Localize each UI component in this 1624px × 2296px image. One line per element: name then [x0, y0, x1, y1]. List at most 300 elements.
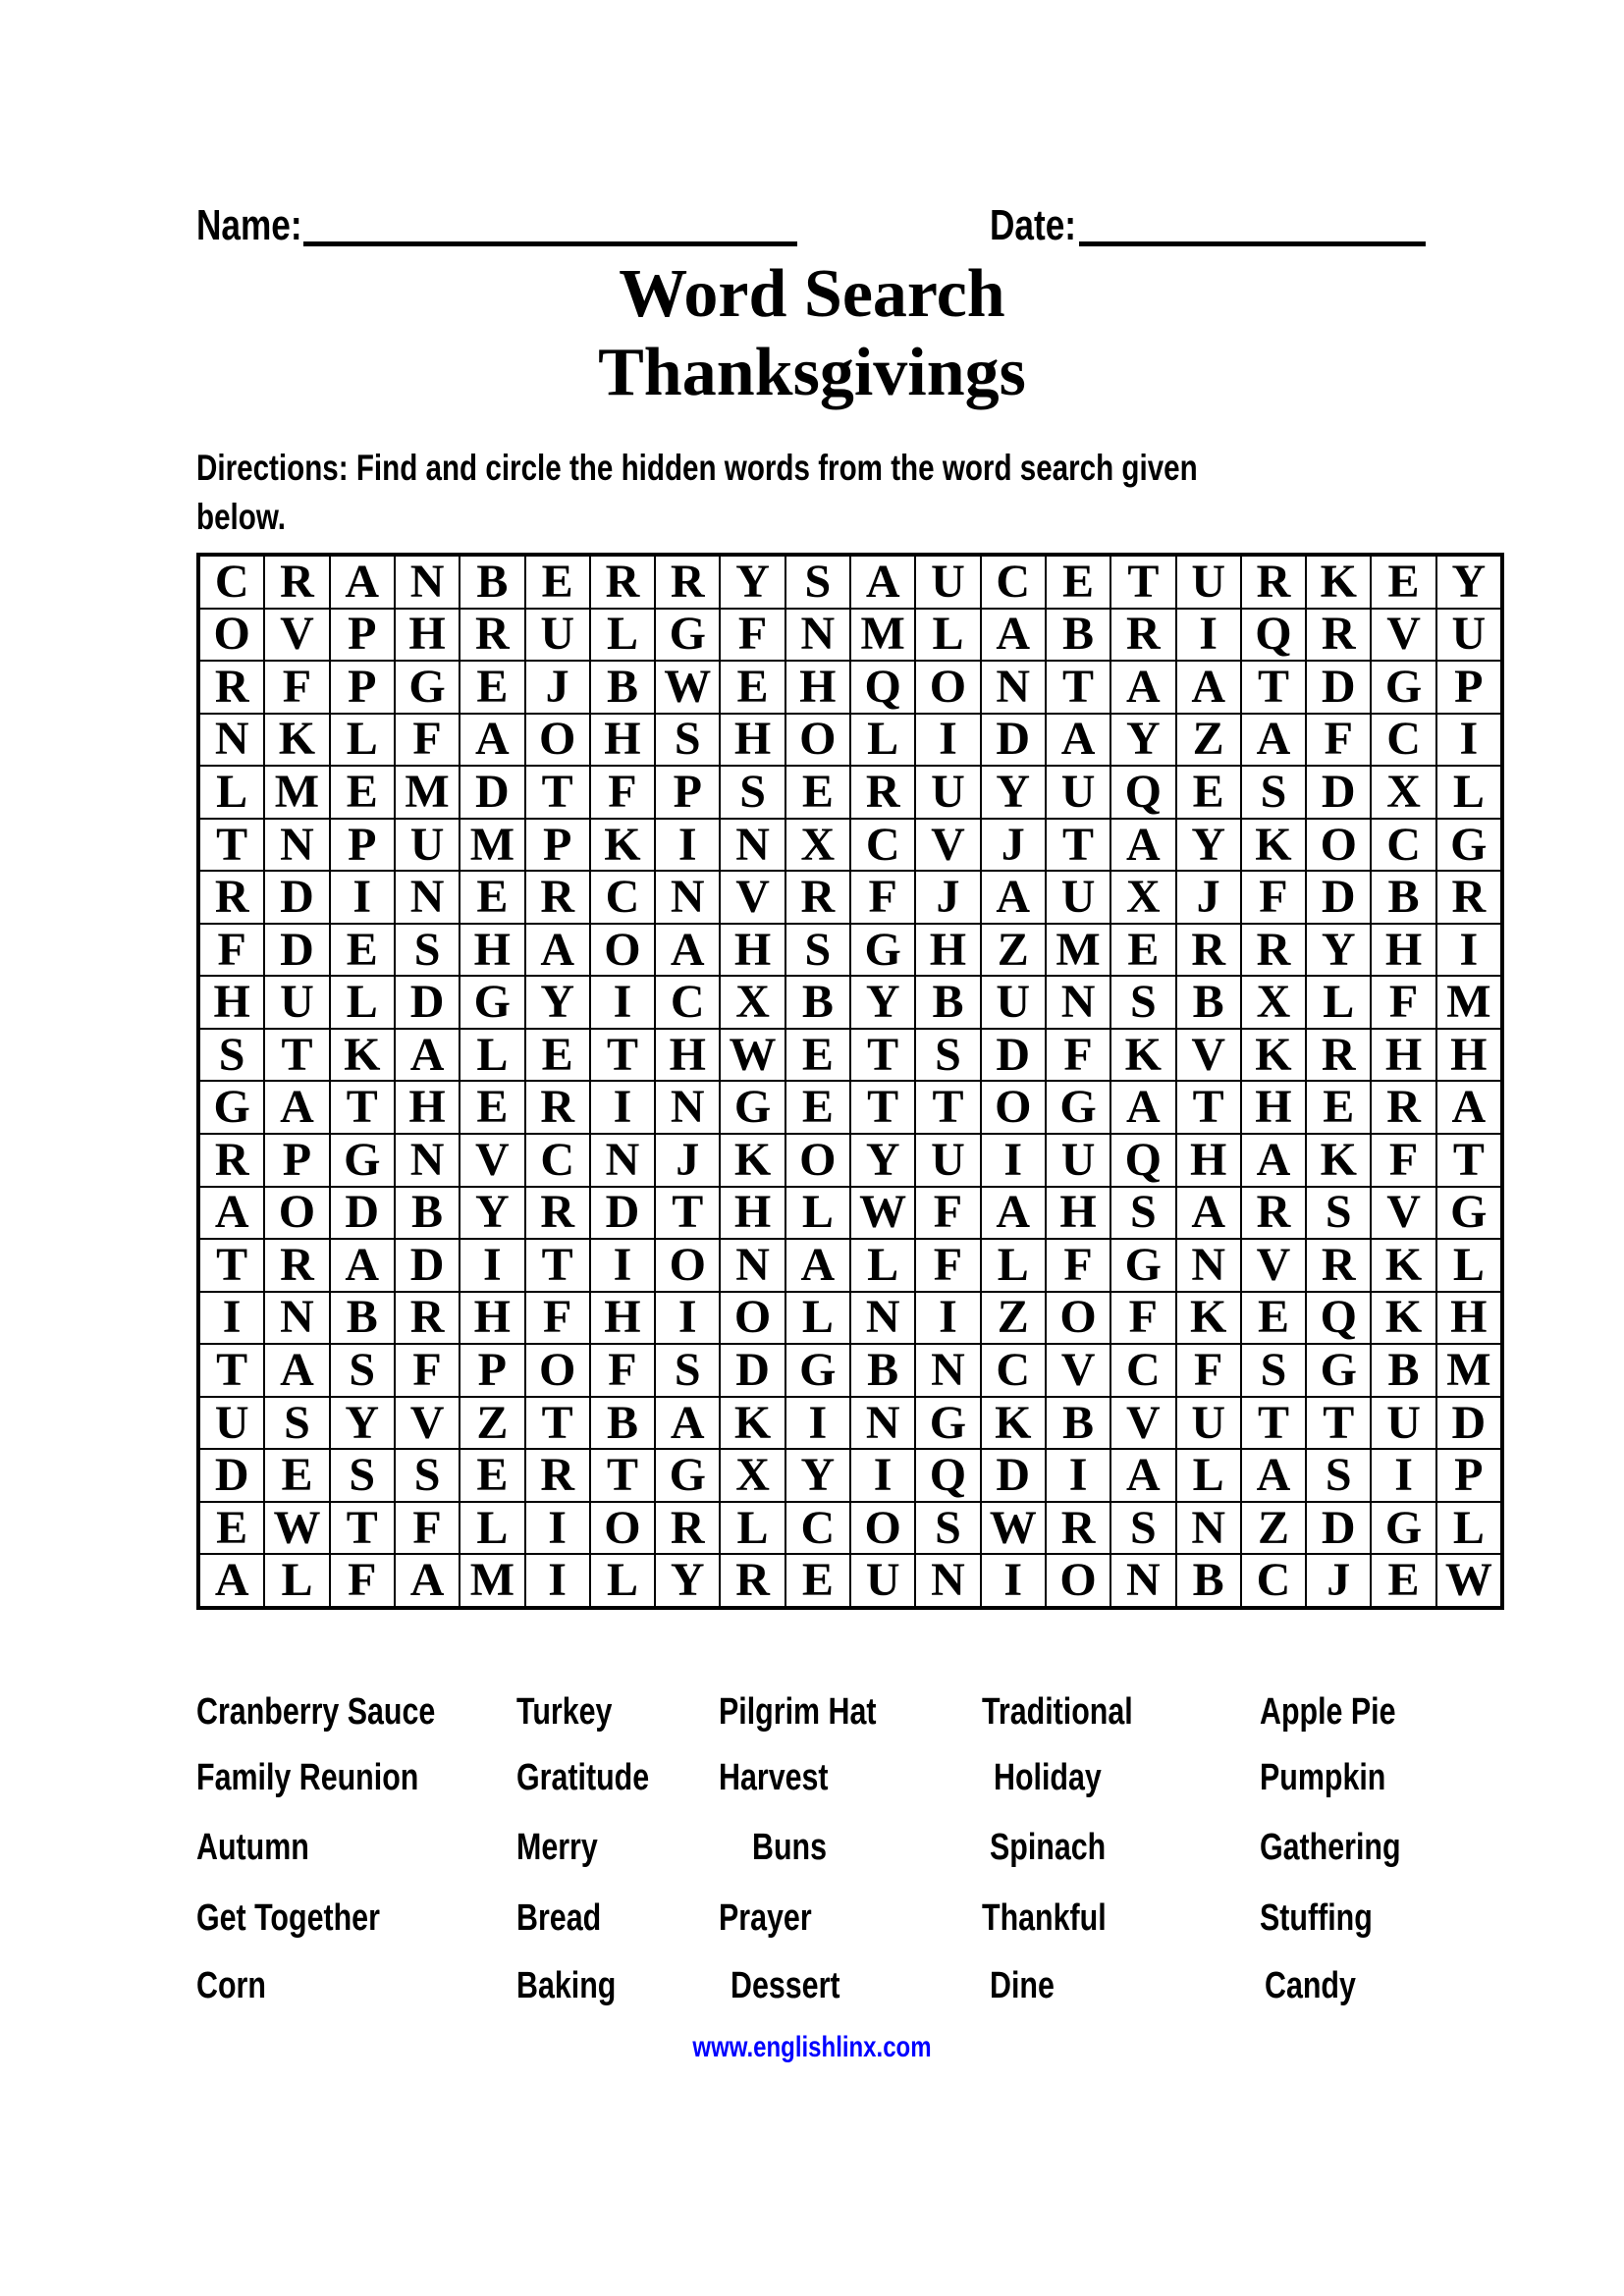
grid-cell: U	[915, 766, 980, 819]
grid-cell: J	[915, 871, 980, 924]
grid-cell: A	[1110, 661, 1175, 714]
word-search-grid	[196, 553, 1504, 1610]
word-list-item	[516, 1690, 636, 1734]
grid-cell: D	[1436, 1397, 1501, 1450]
grid-cell: R	[1046, 1502, 1110, 1555]
grid-cell: G	[199, 1081, 264, 1134]
date-label-text: Date:	[990, 201, 1077, 249]
word-list-item	[516, 1826, 619, 1869]
grid-cell: I	[655, 819, 720, 872]
word-list-item-text: Bread	[516, 1897, 602, 1939]
grid-cell: T	[1436, 1134, 1501, 1187]
grid-cell: E	[785, 1554, 850, 1607]
grid-cell: N	[1046, 976, 1110, 1029]
grid-cell: U	[1046, 1134, 1110, 1187]
grid-cell: X	[1241, 976, 1306, 1029]
grid-cell: A	[395, 1029, 460, 1082]
grid-cell: S	[330, 1449, 395, 1502]
grid-cell: L	[330, 714, 395, 767]
footer	[0, 2030, 1624, 2065]
grid-cell: F	[720, 609, 785, 662]
grid-cell: F	[264, 661, 329, 714]
grid-cell: T	[1176, 1081, 1241, 1134]
grid-cell: O	[1306, 819, 1371, 872]
word-list-item-text: Pumpkin	[1260, 1757, 1386, 1798]
grid-cell: R	[1306, 609, 1371, 662]
grid-cell: O	[199, 609, 264, 662]
grid-cell: S	[1306, 1187, 1371, 1240]
word-list-item	[990, 1964, 1070, 2007]
grid-cell: F	[1371, 1134, 1435, 1187]
grid-cell: D	[264, 924, 329, 977]
grid-cell: Z	[1176, 714, 1241, 767]
grid-cell: N	[655, 871, 720, 924]
grid-cell: F	[1371, 976, 1435, 1029]
grid-cell: P	[655, 766, 720, 819]
grid-cell: S	[1110, 976, 1175, 1029]
grid-cell: Q	[1241, 609, 1306, 662]
grid-cell: Y	[1306, 924, 1371, 977]
word-list-item	[719, 1690, 916, 1734]
grid-cell: A	[1046, 714, 1110, 767]
grid-cell: T	[525, 766, 590, 819]
page-title-line1: Word Search	[619, 256, 1005, 332]
grid-cell: A	[395, 1554, 460, 1607]
word-list-item	[994, 1756, 1128, 1799]
grid-cell: L	[785, 1187, 850, 1240]
grid-cell: G	[1371, 661, 1435, 714]
grid-cell: K	[1306, 556, 1371, 609]
grid-cell: A	[1241, 714, 1306, 767]
word-list-item-text: Baking	[516, 1965, 617, 2006]
grid-cell: N	[264, 1292, 329, 1345]
grid-cell: S	[785, 556, 850, 609]
grid-cell: P	[330, 661, 395, 714]
grid-cell: V	[720, 871, 785, 924]
grid-cell: H	[1176, 1134, 1241, 1187]
word-list-item-text: Stuffing	[1260, 1897, 1373, 1939]
grid-cell: S	[655, 714, 720, 767]
grid-cell: K	[1371, 1292, 1435, 1345]
grid-cell: N	[655, 1081, 720, 1134]
grid-cell: R	[1241, 924, 1306, 977]
grid-cell: N	[199, 714, 264, 767]
grid-cell: E	[1371, 1554, 1435, 1607]
grid-cell: A	[1176, 1187, 1241, 1240]
grid-cell: G	[655, 1449, 720, 1502]
grid-cell: W	[264, 1502, 329, 1555]
grid-cell: O	[264, 1187, 329, 1240]
grid-cell: J	[1176, 871, 1241, 924]
grid-cell: W	[655, 661, 720, 714]
grid-cell: I	[199, 1292, 264, 1345]
word-list-item	[1265, 1964, 1379, 2007]
grid-cell: D	[981, 1029, 1046, 1082]
grid-cell: E	[1046, 556, 1110, 609]
grid-cell: T	[1046, 819, 1110, 872]
grid-cell: K	[720, 1134, 785, 1187]
grid-cell: B	[460, 556, 524, 609]
footer-link-text: www.englishlinx.com	[692, 2031, 932, 2063]
grid-cell: N	[850, 1292, 915, 1345]
grid-cell: L	[264, 1554, 329, 1607]
grid-cell: B	[395, 1187, 460, 1240]
grid-cell: U	[915, 1134, 980, 1187]
grid-cell: A	[199, 1187, 264, 1240]
grid-cell: O	[720, 1292, 785, 1345]
grid-cell: M	[1046, 924, 1110, 977]
grid-cell: F	[1176, 1344, 1241, 1397]
grid-cell: A	[785, 1239, 850, 1292]
grid-cell: V	[1371, 609, 1435, 662]
grid-cell: E	[785, 766, 850, 819]
grid-cell: M	[850, 609, 915, 662]
grid-cell: T	[330, 1081, 395, 1134]
grid-cell: E	[460, 871, 524, 924]
grid-cell: O	[1046, 1292, 1110, 1345]
grid-cell: D	[199, 1449, 264, 1502]
grid-cell: I	[1046, 1449, 1110, 1502]
grid-cell: R	[1436, 871, 1501, 924]
grid-cell: K	[1371, 1239, 1435, 1292]
grid-cell: S	[395, 924, 460, 977]
grid-cell: L	[850, 1239, 915, 1292]
grid-cell: E	[460, 661, 524, 714]
grid-cell: T	[330, 1502, 395, 1555]
grid-cell: R	[1241, 556, 1306, 609]
grid-cell: U	[1176, 556, 1241, 609]
grid-cell: N	[590, 1134, 655, 1187]
grid-cell: I	[590, 976, 655, 1029]
grid-cell: V	[1241, 1239, 1306, 1292]
grid-cell: S	[1241, 766, 1306, 819]
grid-cell: R	[525, 1081, 590, 1134]
grid-cell: D	[720, 1344, 785, 1397]
grid-cell: S	[1110, 1502, 1175, 1555]
grid-cell: I	[525, 1502, 590, 1555]
grid-cell: C	[1371, 714, 1435, 767]
word-list-row	[0, 1896, 1624, 1940]
grid-cell: F	[590, 1344, 655, 1397]
grid-cell: Q	[850, 661, 915, 714]
grid-cell: T	[264, 1029, 329, 1082]
grid-cell: Q	[1306, 1292, 1371, 1345]
grid-cell: T	[915, 1081, 980, 1134]
grid-cell: F	[590, 766, 655, 819]
grid-cell: L	[1436, 1502, 1501, 1555]
grid-cell: Y	[330, 1397, 395, 1450]
grid-cell: O	[785, 1134, 850, 1187]
grid-cell: H	[785, 661, 850, 714]
grid-cell: R	[460, 609, 524, 662]
grid-cell: I	[850, 1449, 915, 1502]
grid-cell: R	[655, 556, 720, 609]
grid-cell: E	[1306, 1081, 1371, 1134]
grid-cell: D	[395, 976, 460, 1029]
grid-cell: R	[525, 1449, 590, 1502]
grid-cell: K	[1306, 1134, 1371, 1187]
grid-cell: K	[981, 1397, 1046, 1450]
grid-cell: A	[525, 924, 590, 977]
grid-cell: O	[655, 1239, 720, 1292]
word-list-item-text: Get Together	[196, 1897, 380, 1939]
grid-cell: U	[395, 819, 460, 872]
grid-cell: A	[1241, 1134, 1306, 1187]
grid-cell: A	[1241, 1449, 1306, 1502]
grid-cell: R	[850, 766, 915, 819]
word-list-item	[752, 1826, 845, 1869]
grid-cell: T	[590, 1449, 655, 1502]
word-list-item	[719, 1756, 855, 1799]
grid-cell: F	[915, 1187, 980, 1240]
grid-cell: Y	[785, 1449, 850, 1502]
name-label-text: Name:	[196, 201, 302, 249]
grid-cell: V	[1371, 1187, 1435, 1240]
grid-cell: V	[1046, 1344, 1110, 1397]
grid-cell: T	[199, 1344, 264, 1397]
grid-cell: L	[1436, 1239, 1501, 1292]
grid-cell: G	[655, 609, 720, 662]
grid-cell: R	[1306, 1239, 1371, 1292]
word-list-item-text: Autumn	[196, 1827, 309, 1868]
grid-cell: D	[1306, 871, 1371, 924]
grid-cell: A	[1436, 1081, 1501, 1134]
grid-cell: F	[395, 714, 460, 767]
grid-cell: E	[460, 1081, 524, 1134]
grid-cell: H	[395, 1081, 460, 1134]
grid-cell: L	[1436, 766, 1501, 819]
grid-cell: C	[850, 819, 915, 872]
grid-cell: D	[264, 871, 329, 924]
grid-cell: A	[1110, 1449, 1175, 1502]
grid-cell: K	[720, 1397, 785, 1450]
grid-cell: G	[850, 924, 915, 977]
grid-cell: B	[1176, 976, 1241, 1029]
directions-line1: Directions: Find and circle the hidden words from the word search given	[196, 448, 1198, 488]
grid-cell: K	[1110, 1029, 1175, 1082]
grid-cell: O	[525, 714, 590, 767]
grid-cell: I	[785, 1397, 850, 1450]
grid-cell: H	[720, 924, 785, 977]
grid-cell: G	[915, 1397, 980, 1450]
grid-cell: O	[785, 714, 850, 767]
grid-cell: L	[785, 1292, 850, 1345]
grid-cell: X	[720, 976, 785, 1029]
grid-cell: R	[1371, 1081, 1435, 1134]
grid-cell: H	[199, 976, 264, 1029]
grid-cell: Y	[1176, 819, 1241, 872]
grid-cell: I	[915, 714, 980, 767]
grid-cell: F	[330, 1554, 395, 1607]
word-list-item-text: Spinach	[990, 1827, 1107, 1868]
word-list-item-text: Merry	[516, 1827, 598, 1868]
grid-cell: A	[850, 556, 915, 609]
grid-cell: Z	[981, 924, 1046, 977]
grid-cell: P	[330, 609, 395, 662]
grid-cell: Z	[460, 1397, 524, 1450]
grid-cell: R	[199, 661, 264, 714]
grid-cell: X	[1110, 871, 1175, 924]
grid-cell: P	[330, 819, 395, 872]
name-blank-line	[303, 241, 797, 246]
word-list-row	[0, 1690, 1624, 1734]
grid-cell: H	[1436, 1292, 1501, 1345]
grid-cell: N	[395, 871, 460, 924]
grid-cell: E	[1241, 1292, 1306, 1345]
grid-cell: X	[785, 819, 850, 872]
grid-cell: N	[915, 1554, 980, 1607]
grid-cell: C	[590, 871, 655, 924]
grid-cell: U	[525, 609, 590, 662]
grid-cell: I	[590, 1081, 655, 1134]
footer-link[interactable]	[663, 2031, 961, 2063]
grid-cell: O	[915, 661, 980, 714]
word-list-item	[982, 1690, 1170, 1734]
grid-cell: O	[525, 1344, 590, 1397]
word-list-item-text: Gratitude	[516, 1757, 650, 1798]
grid-cell: B	[915, 976, 980, 1029]
grid-cell: X	[1371, 766, 1435, 819]
grid-cell: O	[590, 924, 655, 977]
grid-cell: A	[1176, 661, 1241, 714]
grid-cell: Y	[655, 1554, 720, 1607]
grid-cell: A	[264, 1081, 329, 1134]
grid-cell: G	[395, 661, 460, 714]
grid-cell: M	[1436, 976, 1501, 1029]
grid-cell: C	[1371, 819, 1435, 872]
word-list-item-text: Apple Pie	[1260, 1691, 1396, 1733]
grid-cell: L	[460, 1502, 524, 1555]
word-list-item	[1260, 1690, 1430, 1734]
grid-cell: T	[1110, 556, 1175, 609]
grid-cell: Y	[850, 976, 915, 1029]
grid-cell: L	[915, 609, 980, 662]
grid-cell: B	[785, 976, 850, 1029]
grid-cell: V	[460, 1134, 524, 1187]
grid-cell: N	[981, 661, 1046, 714]
grid-cell: P	[1436, 661, 1501, 714]
grid-cell: K	[264, 714, 329, 767]
grid-cell: G	[1371, 1502, 1435, 1555]
grid-cell: L	[1306, 976, 1371, 1029]
grid-cell: R	[199, 1134, 264, 1187]
grid-cell: H	[1241, 1081, 1306, 1134]
grid-cell: T	[655, 1187, 720, 1240]
grid-cell: F	[199, 924, 264, 977]
word-list-item	[196, 1826, 338, 1869]
grid-cell: V	[1110, 1397, 1175, 1450]
word-list-item	[196, 1964, 284, 2007]
grid-cell: A	[330, 1239, 395, 1292]
grid-cell: A	[655, 924, 720, 977]
grid-cell: O	[981, 1081, 1046, 1134]
word-list-item-text: Cranberry Sauce	[196, 1691, 436, 1733]
grid-cell: G	[720, 1081, 785, 1134]
grid-cell: B	[330, 1292, 395, 1345]
word-list-item-text: Prayer	[719, 1897, 812, 1939]
grid-cell: G	[330, 1134, 395, 1187]
grid-cell: W	[1436, 1554, 1501, 1607]
grid-cell: C	[981, 1344, 1046, 1397]
word-list-item	[731, 1964, 867, 2007]
grid-cell: H	[460, 1292, 524, 1345]
grid-cell: H	[1046, 1187, 1110, 1240]
grid-cell: E	[460, 1449, 524, 1502]
grid-cell: D	[1306, 661, 1371, 714]
grid-cell: C	[1110, 1344, 1175, 1397]
grid-cell: Z	[1241, 1502, 1306, 1555]
grid-cell: D	[981, 1449, 1046, 1502]
grid-cell: L	[1176, 1449, 1241, 1502]
grid-cell: J	[1306, 1554, 1371, 1607]
page-title-line2: Thanksgivings	[598, 335, 1026, 410]
grid-cell: S	[915, 1029, 980, 1082]
word-list-item	[990, 1826, 1135, 1869]
grid-cell: T	[1046, 661, 1110, 714]
grid-cell: G	[460, 976, 524, 1029]
grid-cell: W	[720, 1029, 785, 1082]
grid-cell: R	[199, 871, 264, 924]
grid-cell: Y	[850, 1134, 915, 1187]
grid-cell: D	[981, 714, 1046, 767]
grid-cell: N	[720, 1239, 785, 1292]
grid-cell: T	[850, 1081, 915, 1134]
grid-cell: A	[264, 1344, 329, 1397]
grid-cell: R	[1110, 609, 1175, 662]
word-list-item-text: Dine	[990, 1965, 1055, 2006]
grid-cell: V	[1176, 1029, 1241, 1082]
grid-cell: V	[264, 609, 329, 662]
grid-cell: F	[1306, 714, 1371, 767]
grid-cell: Q	[1110, 766, 1175, 819]
grid-cell: A	[981, 1187, 1046, 1240]
grid-cell: H	[1371, 1029, 1435, 1082]
grid-cell: G	[1436, 1187, 1501, 1240]
grid-cell: G	[785, 1344, 850, 1397]
grid-cell: H	[590, 714, 655, 767]
grid-cell: H	[395, 609, 460, 662]
grid-cell: Y	[720, 556, 785, 609]
grid-cell: T	[850, 1029, 915, 1082]
word-list-row	[0, 1826, 1624, 1869]
grid-cell: R	[525, 1187, 590, 1240]
grid-cell: T	[1241, 661, 1306, 714]
grid-cell: E	[720, 661, 785, 714]
word-list-item	[516, 1756, 682, 1799]
grid-cell: T	[199, 1239, 264, 1292]
grid-cell: V	[395, 1397, 460, 1450]
grid-cell: B	[1371, 1344, 1435, 1397]
word-list-item-text: Thankful	[982, 1897, 1107, 1939]
date-blank-line	[1079, 241, 1426, 246]
grid-cell: A	[199, 1554, 264, 1607]
grid-cell: D	[330, 1187, 395, 1240]
grid-cell: K	[330, 1029, 395, 1082]
grid-cell: T	[1241, 1397, 1306, 1450]
word-list-item	[196, 1896, 426, 1940]
grid-cell: R	[720, 1554, 785, 1607]
word-list-item-text: Gathering	[1260, 1827, 1401, 1868]
grid-cell: R	[590, 556, 655, 609]
grid-cell: C	[199, 556, 264, 609]
grid-cell: H	[915, 924, 980, 977]
word-list-item	[1260, 1896, 1401, 1940]
directions-text	[196, 444, 1448, 542]
grid-cell: L	[199, 766, 264, 819]
word-list-item	[719, 1896, 835, 1940]
grid-cell: R	[1241, 1187, 1306, 1240]
grid-cell: N	[395, 1134, 460, 1187]
